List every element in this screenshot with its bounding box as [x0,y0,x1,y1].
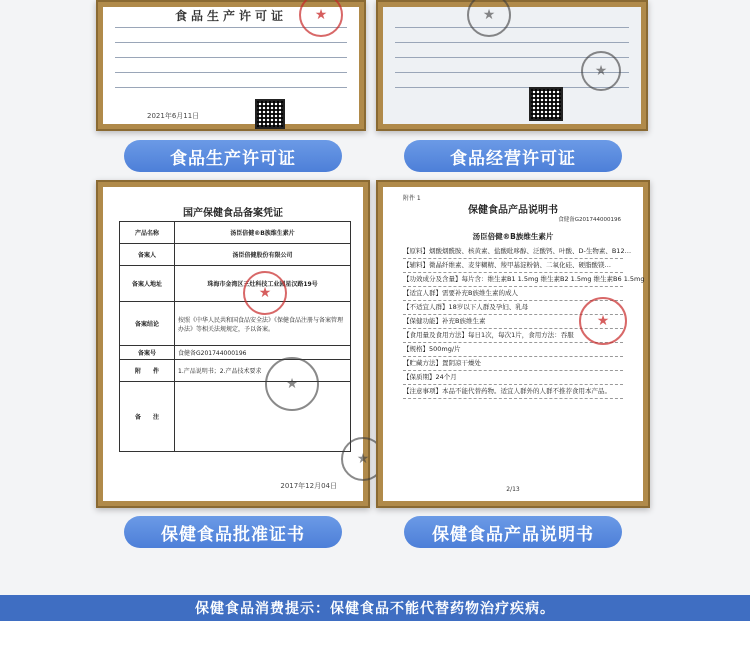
filing-date: 2017年12月04日 [280,482,337,490]
filing-value: 珠海市金湾区三灶科技工业园星汉路19号 [175,266,351,302]
product-manual-frame [376,180,650,508]
product-manual-image [383,187,643,501]
manual-title: 保健食品产品说明书 [468,205,558,216]
license-heading: 食品生产许可证 [174,9,287,23]
filing-value: 食健备G201744000196 [175,346,351,360]
filing-table [119,221,351,452]
red-seal-icon: ★ [243,271,287,315]
black-seal-icon: ★ [467,0,511,37]
license-date: 2021年6月11日 [147,112,200,120]
black-seal-icon: ★ [341,437,385,481]
filing-title: 国产保健食品备案凭证 [183,208,283,219]
black-seal-icon: ★ [265,357,319,411]
filing-value: 1.产品说明书；2.产品技术要求 [175,360,351,382]
filing-key: 备 注 [120,382,175,452]
manual-line: 【不适宜人群】18岁以下人群及孕妇、乳母 [403,301,623,315]
food-production-license-frame [96,0,366,131]
manual-line: 【保健功能】补充B族维生素 [403,315,623,329]
red-seal-icon: ★ [579,297,627,345]
qr-code-icon [255,99,285,129]
qr-code-icon [529,87,563,121]
filing-key: 备案号 [120,346,175,360]
filing-key: 产品名称 [120,222,175,244]
product-manual-label: 保健食品产品说明书 [404,516,622,548]
manual-product-name: 汤臣倍健®B族维生素片 [472,232,554,241]
food-production-license-image [103,7,359,124]
filing-value: 按照《中华人民共和国食品安全法》《保健食品注册与备案管理办法》等相关法规规定，予以备案。 [175,302,351,346]
manual-line: 【原料】烟酸烟酰胺、核黄素、盐酸吡哆醇、泛酸钙、叶酸、D-生物素、B12… [403,245,623,259]
health-food-approval-label: 保健食品批准证书 [124,516,342,548]
filing-value: 汤臣倍健股份有限公司 [175,244,351,266]
food-production-license-label: 食品生产许可证 [124,140,342,172]
filing-key: 备案人 [120,244,175,266]
black-seal-icon: ★ [581,51,621,91]
filing-key: 附 件 [120,360,175,382]
manual-reg-no: 食健备G201744000196 [558,217,621,223]
filing-key: 备案人地址 [120,266,175,302]
manual-page-number: 2/13 [506,486,520,493]
filing-value: 汤臣倍健®B族维生素片 [175,222,351,244]
manual-line: 【贮藏方法】置阴凉干燥处 [403,357,623,371]
health-food-filing-image [103,187,370,501]
footer-area [0,621,750,651]
manual-line: 【注意事项】本品不能代替药物。适宜人群外的人群不推荐食用本产品。 [403,385,623,399]
manual-line: 【食用量及食用方法】每日1次，每次1片，食用方法：吞服 [403,329,623,343]
food-business-license-image [383,7,641,124]
filing-key: 备案结论 [120,302,175,346]
manual-line: 【辅料】微晶纤维素、麦芽糊精、羧甲基淀粉钠、二氧化硅、硬脂酸镁… [403,259,623,273]
manual-line: 【规格】500mg/片 [403,343,623,357]
attachment-label: 附件 1 [403,195,421,202]
manual-line: 【保质期】24个月 [403,371,623,385]
manual-line: 【功效成分及含量】每片含：维生素B1 1.5mg 维生素B2 1.5mg 维生素B6 1.5mg [403,273,623,287]
red-seal-icon: ★ [299,0,343,37]
food-business-license-label: 食品经营许可证 [404,140,622,172]
manual-line: 【适宜人群】需要补充B族维生素的成人 [403,287,623,301]
filing-value [175,382,351,452]
health-food-filing-frame [96,180,370,508]
food-business-license-frame [376,0,648,131]
consumer-notice-banner: 保健食品消费提示：保健食品不能代替药物治疗疾病。 [0,595,750,621]
